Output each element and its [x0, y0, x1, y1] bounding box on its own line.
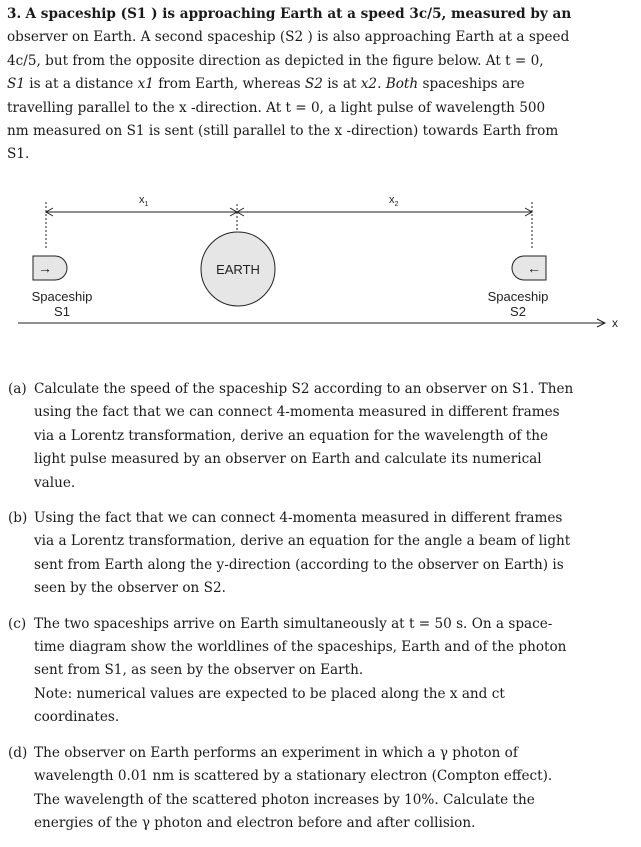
part-a-line-5: value. [34, 474, 76, 491]
part-b-label: (b) [8, 510, 28, 527]
part-c-line-1: The two spaceships arrive on Earth simultaneously at t = 50 s. On a space- [34, 615, 553, 632]
part-b-line-4: seen by the observer on S2. [34, 580, 226, 597]
part-d-line-1: The observer on Earth performs an experiment in which a γ photon of [34, 744, 518, 761]
part-a-line-3: via a Lorentz transformation, derive an equation for the wavelength of the [34, 427, 548, 444]
s1-text: is at a distance [24, 76, 138, 93]
dot-text: . [377, 76, 386, 93]
part-b [8, 507, 628, 601]
part-a-line-2: using the fact that we can connect 4-momenta measured in different frames [34, 404, 560, 421]
intro-line-3: 4c/5, but from the opposite direction as depicted in the figure below. At t = 0, [7, 52, 544, 69]
intro-line-1 [7, 3, 627, 26]
question-parts [8, 378, 628, 847]
x2-subscript: 2 [394, 201, 399, 208]
part-a [8, 378, 628, 495]
x1-subscript: 1 [144, 201, 149, 208]
part-c-line-2: time diagram show the worldlines of the spaceships, Earth and of the photon [34, 639, 567, 656]
intro-line-6: nm measured on S1 is sent (still parallel to the x -direction) towards Earth from [7, 123, 559, 140]
from-earth-text: from Earth, whereas [153, 76, 305, 93]
question-number: 3. [7, 6, 22, 22]
part-d-line-2: wavelength 0.01 nm is scattered by a stationary electron (Compton effect). [34, 768, 553, 785]
spaceship-s2-label-line2: S2 [510, 304, 526, 319]
part-c [8, 613, 628, 730]
x2-italic: x2 [360, 76, 378, 93]
s1-italic: S1 [7, 76, 25, 93]
spaceship-s1-label-line1: Spaceship [31, 289, 93, 304]
part-a-line-1: Calculate the speed of the spaceship S2 according to an observer on S1. Then [34, 381, 574, 397]
x1-italic: x1 [137, 76, 154, 93]
part-a-line-4: light pulse measured by an observer on Earth and calculate its numerical [34, 451, 542, 468]
part-d-line-4: energies of the γ photon and electron before and after collision. [34, 814, 476, 831]
intro-line-4 [7, 73, 627, 96]
x-axis-label: x [612, 316, 618, 330]
part-d-label: (d) [8, 744, 28, 761]
spaceship-s2-label-line1: Spaceship [487, 289, 549, 304]
part-c-label: (c) [8, 615, 27, 632]
spaceship-s1-arrow-icon: → [38, 260, 52, 276]
part-b-line-1: Using the fact that we can connect 4-momenta measured in different frames [34, 510, 563, 527]
part-c-line-3: sent from S1, as seen by the observer on Earth. [34, 662, 364, 679]
part-c-line-5: coordinates. [34, 709, 120, 726]
intro-line-7: S1. [7, 146, 30, 163]
spaceships-are-text: spaceships are [418, 76, 525, 93]
spaceship-s2-arrow-icon: ← [527, 260, 541, 276]
intro-line-2: observer on Earth. A second spaceship (S2 ) is also approaching Earth at a speed [7, 29, 570, 46]
earth-label: EARTH [216, 262, 260, 277]
part-d-line-3: The wavelength of the scattered photon increases by 10%. Calculate the [34, 791, 535, 808]
is-at-text: is at [322, 76, 361, 93]
question-heading: A spaceship (S1 ) is approaching Earth at a speed 3c/5, measured by an [25, 6, 572, 22]
x1-label: $x_1$ [139, 194, 149, 208]
part-c-line-4: Note: numerical values are expected to be placed along the x and ct [34, 685, 505, 702]
part-b-line-2: via a Lorentz transformation, derive an equation for the angle a beam of light [34, 533, 571, 550]
both-italic: Both [385, 76, 419, 93]
spaceship-s1-label-line2: S1 [54, 304, 70, 319]
spaceship-figure [0, 190, 641, 340]
part-b-line-3: sent from Earth along the y-direction (according to the observer on Earth) is [34, 556, 564, 573]
part-a-label: (a) [8, 381, 27, 397]
x2-label: $x_2$ [389, 194, 399, 208]
part-d [8, 742, 628, 836]
s2-italic: S2 [304, 76, 323, 93]
question-intro [7, 3, 627, 167]
intro-line-5: travelling parallel to the x -direction. At t = 0, a light pulse of wavelength 500 [7, 99, 546, 116]
